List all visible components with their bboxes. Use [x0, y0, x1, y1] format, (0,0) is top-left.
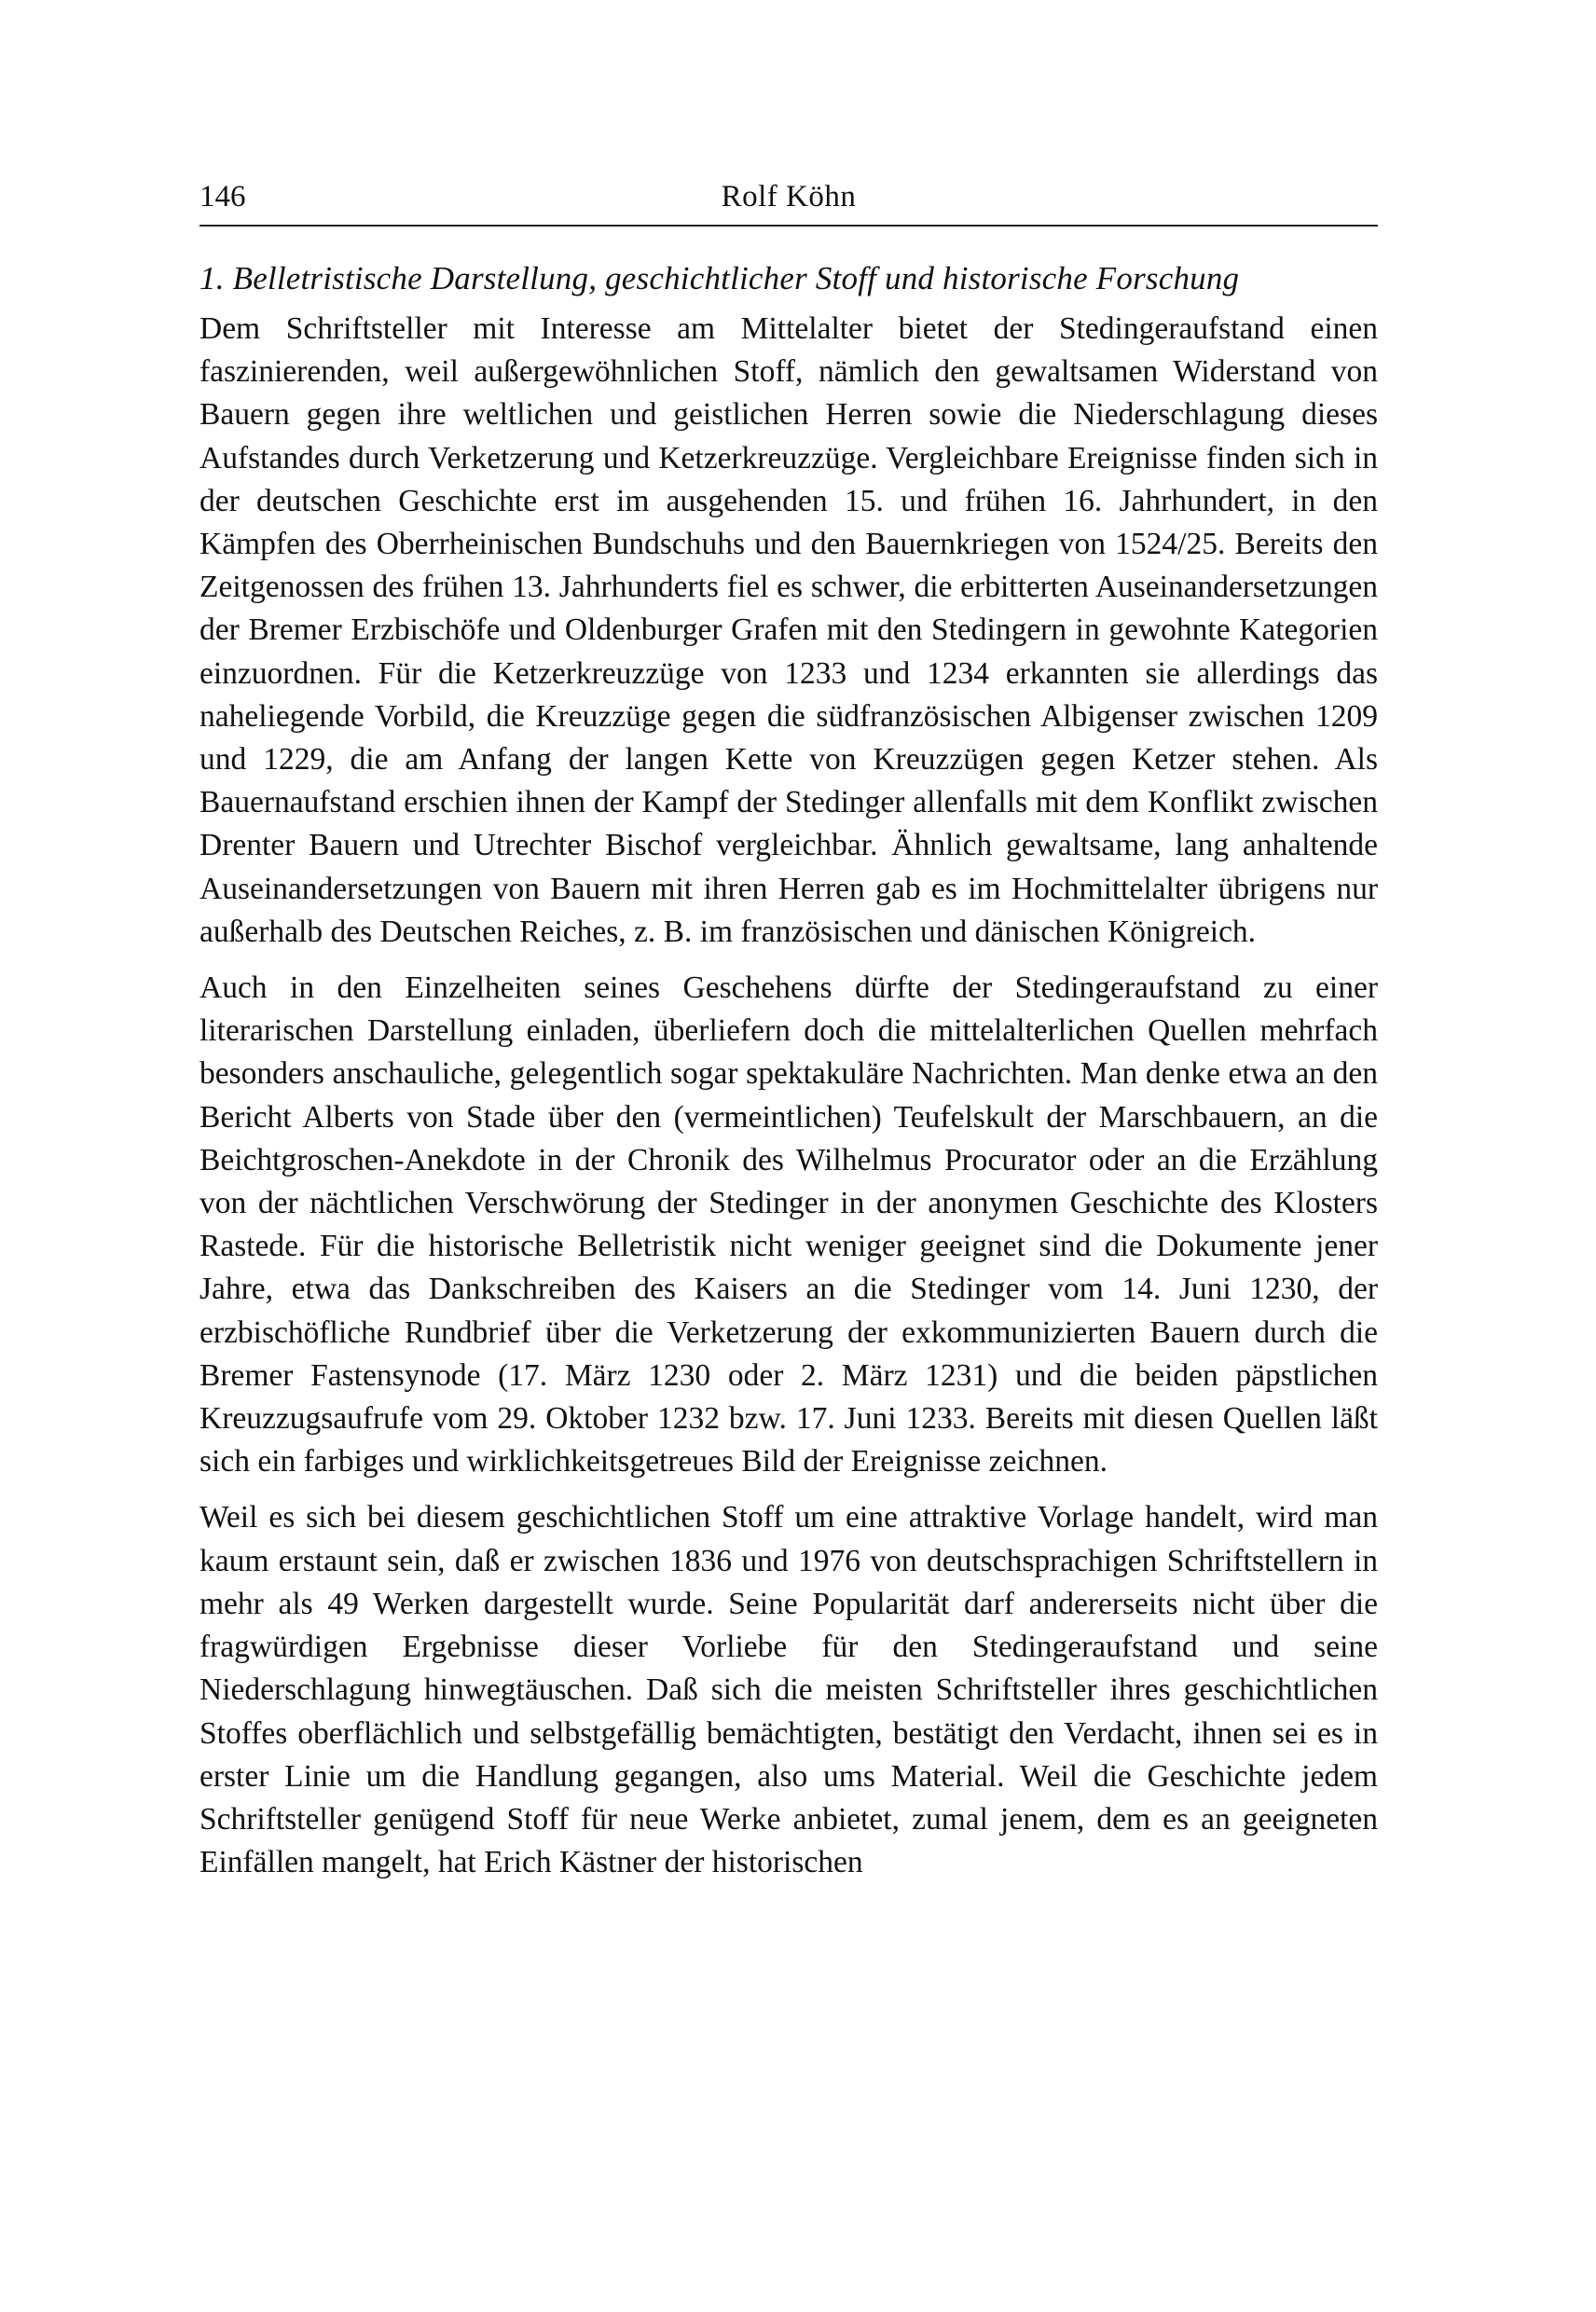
- running-title: Rolf Köhn: [721, 180, 857, 213]
- paragraph: Weil es sich bei diesem geschichtlichen Stoff um eine attraktive Vorlage handelt, wird man kaum erstaunt sein, daß er zwischen 1836 und 1976 von deutschsprachigen Schriftstellern in mehr als 49 Werken dargestellt wurde. Seine Popularität darf andererseits nicht über die fragwürdigen Ergebnisse dieser Vorliebe für den Stedingeraufstand und seine Niederschlagung hinwegtäuschen. Daß sich die meisten Schriftsteller ihres geschichtlichen Stoffes oberflächlich und selbstgefällig bemächtigten, bestätigt den Verdacht, ihnen sei es in erster Linie um die Handlung gegangen, also ums Material. Weil die Geschichte jedem Schriftsteller genügend Stoff für neue Werke anbietet, zumal jenem, dem es an geeigneten Einfällen mangelt, hat Erich Kästner der historischen: [200, 1500, 1378, 1880]
- body-text: [200, 252, 1378, 1897]
- paragraph: Dem Schriftsteller mit Interesse am Mittelalter bietet der Stedingeraufstand einen faszinierenden, weil außergewöhnlichen Stoff, nämlich den gewaltsamen Widerstand von Bauern gegen ihre weltlichen und geistlichen Herren sowie die Niederschlagung dieses Aufstandes durch Verketzerung und Ketzerkreuzzüge. Vergleichbare Ereignisse finden sich in der deutschen Geschichte erst im ausgehenden 15. und frühen 16. Jahrhundert, in den Kämpfen des Oberrheinischen Bundschuhs und den Bauernkriegen von 1524/25. Bereits den Zeitgenossen des frühen 13. Jahrhunderts fiel es schwer, die erbitterten Auseinandersetzungen der Bremer Erzbischöfe und Oldenburger Grafen mit den Stedingern in gewohnte Kategorien einzuordnen. Für die Ketzerkreuzzüge von 1233 und 1234 erkannten sie allerdings das naheliegende Vorbild, die Kreuzzüge gegen die südfranzösischen Albigenser zwischen 1209 und 1229, die am Anfang der langen Kette von Kreuzzügen gegen Ketzer stehen. Als Bauernaufstand erschien ihnen der Kampf der Stedinger allenfalls mit dem Konflikt zwischen Drenter Bauern und Utrechter Bischof vergleichbar. Ähnlich gewaltsame, lang anhaltende Auseinandersetzungen von Bauern mit ihren Herren gab es im Hochmittelalter übrigens nur außerhalb des Deutschen Reiches, z. B. im französischen und dänischen Königreich.: [200, 311, 1378, 949]
- paragraph: Auch in den Einzelheiten seines Geschehens dürfte der Stedingeraufstand zu einer literarischen Darstellung einladen, überliefern doch die mittelalterlichen Quellen mehrfach besonders anschauliche, gelegentlich sogar spektakuläre Nachrichten. Man denke etwa an den Bericht Alberts von Stade über den (vermeintlichen) Teufelskult der Marschbauern, an die Beichtgroschen-Anekdote in der Chronik des Wilhelmus Procurator oder an die Erzählung von der nächtlichen Verschwörung der Stedinger in der anonymen Geschichte des Klosters Rastede. Für die historische Belletristik nicht weniger geeignet sind die Dokumente jener Jahre, etwa das Dankschreiben des Kaisers an die Stedinger vom 14. Juni 1230, der erzbischöfliche Rundbrief über die Verketzerung der exkommunizierten Bauern durch die Bremer Fastensynode (17. März 1230 oder 2. März 1231) und die beiden päpstlichen Kreuzzugsaufrufe vom 29. Oktober 1232 bzw. 17. Juni 1233. Bereits mit diesen Quellen läßt sich ein farbiges und wirklichkeitsgetreues Bild der Ereignisse zeichnen.: [200, 970, 1378, 1479]
- section-title: Belletristische Darstellung, geschichtlicher Stoff und historische Forschung: [232, 260, 1240, 296]
- running-head: [200, 173, 1378, 220]
- page-number: 146: [200, 180, 246, 213]
- section-heading: [200, 252, 1378, 306]
- section-number: 1.: [200, 260, 225, 296]
- header-rule: [200, 225, 1378, 227]
